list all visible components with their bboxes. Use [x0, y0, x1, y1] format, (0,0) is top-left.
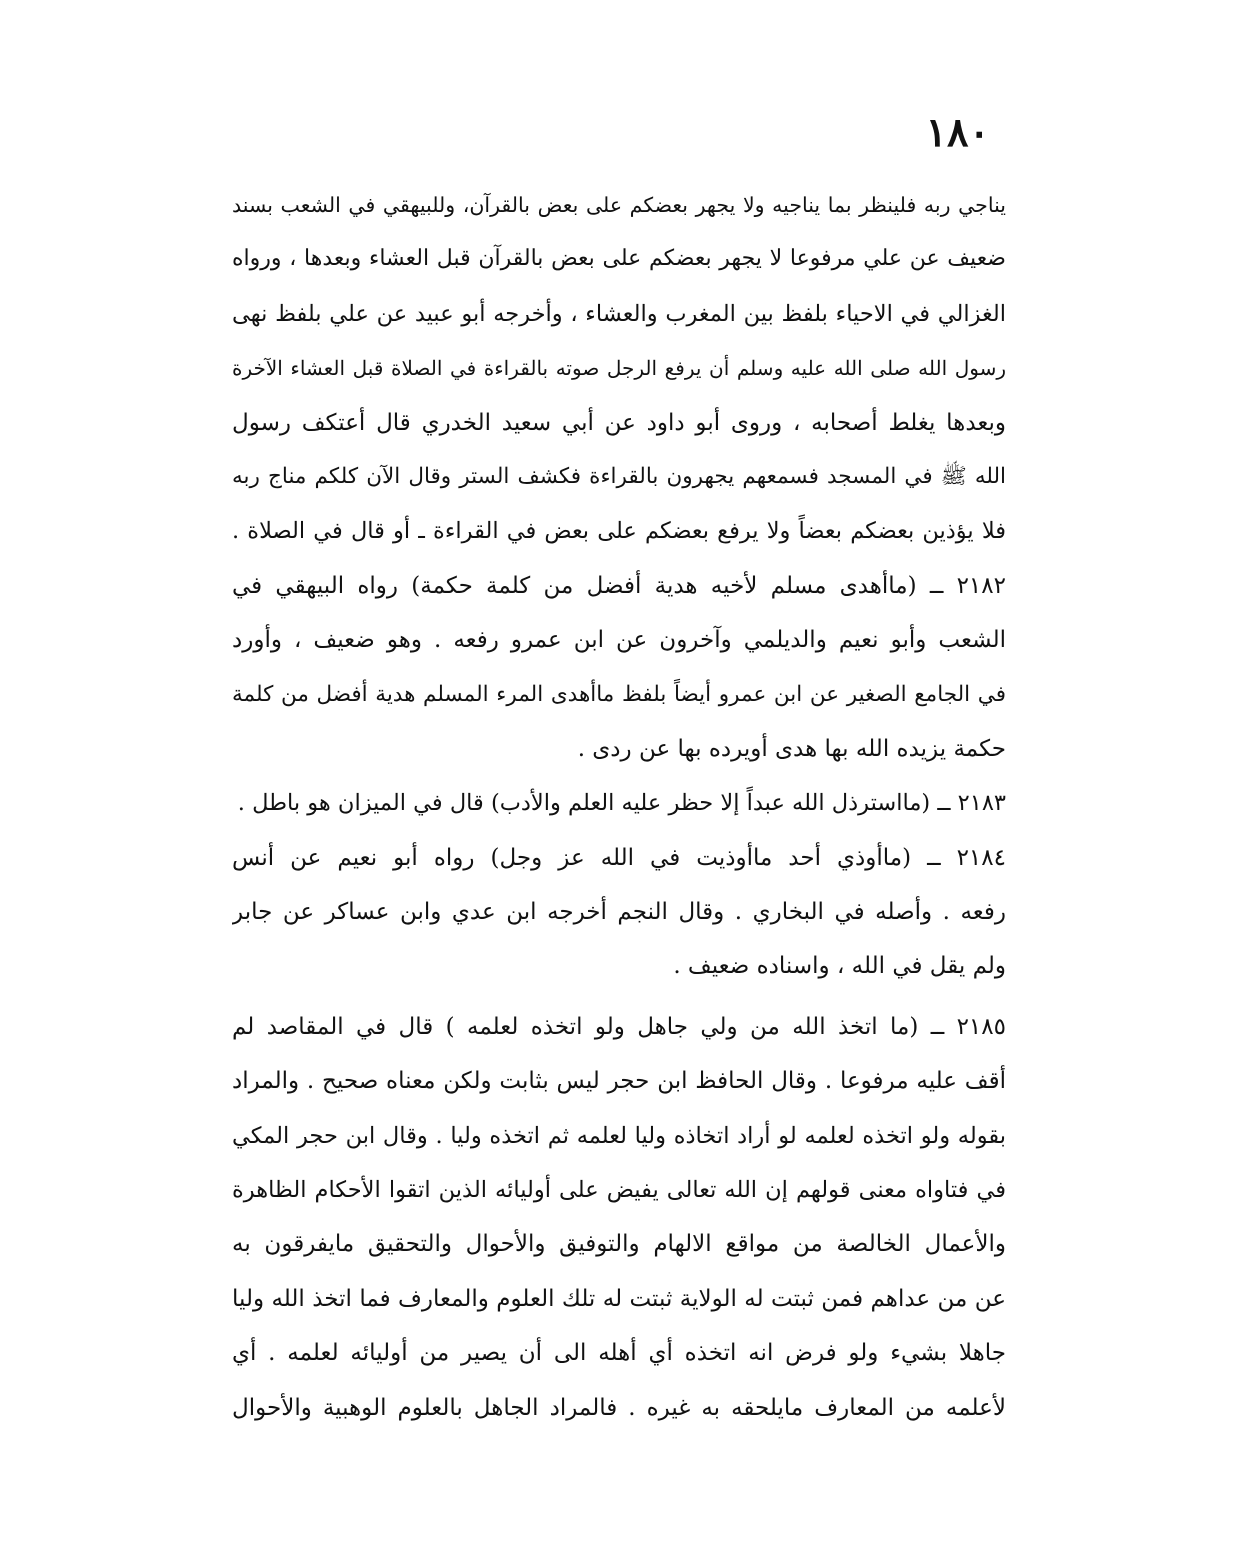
text-line: ٢١٨٥ ــ (ما اتخذ الله من ولي جاهل ولو اتخذه لعلمه ) قال في المقاصد لم [232, 1013, 1006, 1040]
text-line: يناجي ربه فلينظر بما يناجيه ولا يجهر بعضكم على بعض بالقرآن، وللبيهقي في الشعب بسند [232, 193, 1006, 217]
text-line: وبعدها يغلط أصحابه ، وروى أبو داود عن أبي سعيد الخدري قال أعتكف رسول [232, 409, 1006, 436]
text-line: ضعيف عن علي مرفوعا لا يجهر بعضكم على بعض بالقرآن قبل العشاء وبعدها ، ورواه [232, 246, 1006, 272]
text-line: لأعلمه من المعارف مايلحقه به غيره . فالمراد الجاهل بالعلوم الوهبية والأحوال [232, 1394, 1006, 1421]
text-line: جاهلا بشيء ولو فرض انه اتخذه أي أهله الى أن يصير من أوليائه لعلمه . أي [232, 1340, 1006, 1367]
text-line: والأعمال الخالصة من مواقع الالهام والتوفيق والأحوال والتحقيق مايفرقون به [232, 1231, 1006, 1258]
text-line: في الجامع الصغير عن ابن عمرو أيضاً بلفظ ماأهدى المرء المسلم هدية أفضل من كلمة [232, 681, 1006, 707]
text-line: الغزالي في الاحياء بلفظ بين المغرب والعشاء ، وأخرجه أبو عبيد عن علي بلفظ نهى [232, 300, 1006, 327]
text-line: رفعه . وأصله في البخاري . وقال النجم أخرجه ابن عدي وابن عساكر عن جابر [232, 899, 1006, 926]
text-line: الله ﷺ في المسجد فسمعهم يجهرون بالقراءة فكشف الستر وقال الآن كلكم مناج ربه [232, 463, 1006, 489]
text-line: رسول الله صلى الله عليه وسلم أن يرفع الرجل صوته بالقراءة في الصلاة قبل العشاء الآخرة [232, 356, 1006, 381]
text-line: بقوله ولو اتخذه لعلمه لو أراد اتخاذه وليا لعلمه ثم اتخذه وليا . وقال ابن حجر المكي [232, 1122, 1006, 1149]
page-number: ١٨٠ [925, 109, 990, 156]
text-line: ٢١٨٣ ــ (مااسترذل الله عبداً إلا حظر عليه العلم والأدب) قال في الميزان هو باطل . [237, 790, 1006, 817]
text-line: الشعب وأبو نعيم والديلمي وآخرون عن ابن عمرو رفعه . وهو ضعيف ، وأورد [232, 627, 1006, 654]
text-line: حكمة يزيده الله بها هدى أويرده بها عن ردى . [577, 735, 1006, 762]
text-line: أقف عليه مرفوعا . وقال الحافظ ابن حجر ليس بثابت ولكن معناه صحيح . والمراد [232, 1068, 1006, 1095]
text-line: في فتاواه معنى قولهم إن الله تعالى يفيض على أوليائه الذين اتقوا الأحكام الظاهرة [232, 1177, 1006, 1204]
text-line: عن من عداهم فمن ثبتت له الولاية ثبتت له تلك العلوم والمعارف فما اتخذ الله وليا [232, 1285, 1006, 1312]
text-line: ٢١٨٤ ــ (ماأوذي أحد ماأوذيت في الله عز وجل) رواه أبو نعيم عن أنس [232, 844, 1006, 871]
text-line: ٢١٨٢ ــ (ماأهدى مسلم لأخيه هدية أفضل من كلمة حكمة) رواه البيهقي في [232, 572, 1006, 599]
text-body [232, 178, 1006, 1435]
text-line: فلا يؤذين بعضكم بعضاً ولا يرفع بعضكم على بعض في القراءة ـ أو قال في الصلاة . [232, 518, 1006, 545]
text-line: ولم يقل في الله ، واسناده ضعيف . [673, 953, 1006, 980]
